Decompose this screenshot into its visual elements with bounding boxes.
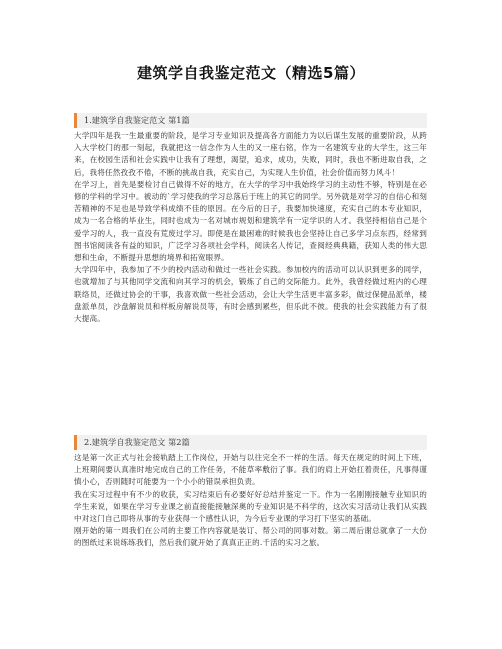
section-body-1 [74, 130, 427, 325]
section-heading-1: 1.建筑学自我鉴定范文 第1篇 [74, 113, 427, 128]
document-title: 建筑学自我鉴定范文（精选5篇） [137, 64, 365, 82]
section-1-paragraph-1: 大学四年是我一生最重要的阶段，是学习专业知识及提高各方面能力为以后谋生发展的重要阶段，从跨入大学校门的那一刻起，我就把这一信念作为人生的又一座右铭，作为一名建筑专业的大学生，这三年来，在校园生活和社会实践中让我有了理想，渴望，追求，成功，失败，同时，我也不断进取自我，之后，我将任然孜孜不倦，不断的挑战自我，充实自己，为实现人生价值，社会价值而努力风斗！ [74, 131, 427, 177]
section-2-paragraph-2: 我在实习过程中有不少的收获，实习结束后有必要好好总结并鉴定一下。作为一名刚刚接触专业知识的学生来说，如果在学习专业课之前直接能接触深奥的专业知识是不科学的，这次实习活动让我们从实践中对这门自己即将从事的专业获得一个感性认识，为今后专业课的学习打下坚实的基础。 [74, 489, 427, 524]
section-1-paragraph-2: 在学习上，首先是要检讨自己做得不好的地方，在大学的学习中我始终学习的主动性不够，特别是在必修的学科的学习中。被动的`学习使我的学习总落后于班上的其它的同学。另外就是对学习的自信心和刻苦精神的不足也是导致学科成绩不佳的原因。在今后的日子，我要加快速度，充实自己的本专业知识，成为一名合格的毕业生，同时也成为一名对城市规划和建筑学有一定学识的人才。我坚持相信自己是个爱学习的人，我一直没有荒废过学习。即使是在最困难的时候我也会坚持让自己多学习点东西，经常到图书馆阅读各有益的知识，广泛学习各项社会学科，阅读名人传记，查阅经典典籍，获知人类的伟大思想和生命，不断提升思想的境界和拓宽眼界。 [74, 179, 427, 263]
section-heading-2: 2.建筑学自我鉴定范文 第2篇 [74, 435, 427, 450]
section-2-paragraph-1: 这是第一次正式与社会接轨踏上工作岗位，开始与以往完全不一样的生活。每天在规定的时间上下班，上班期间要认真准时地完成自己的工作任务，不能草率敷衍了事。我们的肩上开始扛着责任，凡事得谨慎小心，否则随时可能要为一个小小的错误承担负责。 [74, 453, 427, 487]
section-body-2 [74, 452, 427, 550]
section-1-paragraph-3: 大学四年中，我参加了不少的校内活动和做过一些社会实践。参加校内的活动可以认识到更多的同学，也就增加了与其他同学交流和向其学习的机会，锻炼了自己的交际能力。此外，我曾经做过班内的心理联络员，还做过协会的干事，我喜欢做一些社会活动，会让大学生活更丰富多彩，做过保健品派单，楼盘派单员，沙盘解说员和样板房解说员等，有时会感到累些，但乐此不彼。使我的社会实践能力有了很大提高。 [74, 265, 427, 324]
section-2-paragraph-3: 刚开始的第一周我们在公司的主要工作内容就是装订、帮公司的同事对数。第二周后谢总就拿了一大份的图纸过来说练练我们，然后我们就开始了真真正正的.千活的实习之旅。 [74, 526, 427, 548]
